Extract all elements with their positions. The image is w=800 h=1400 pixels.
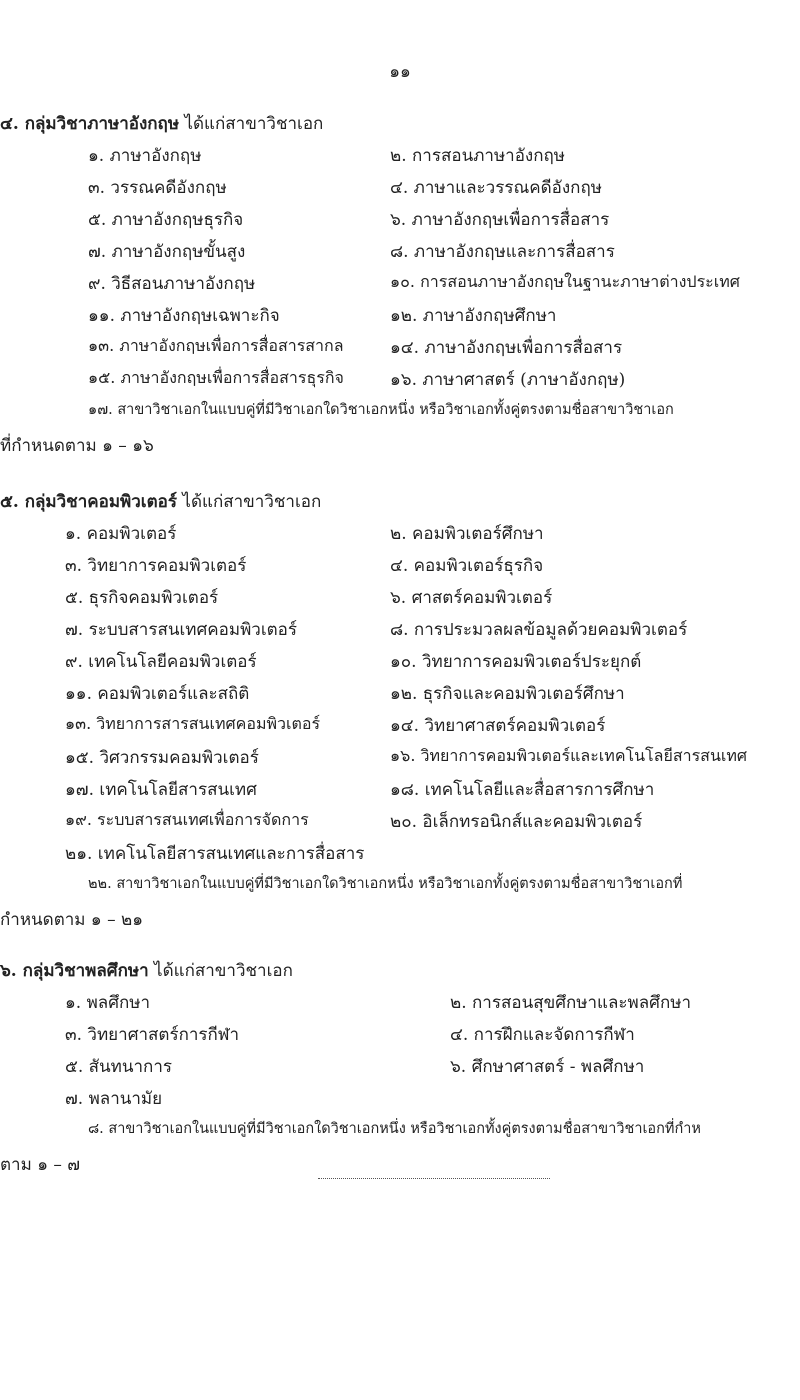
computer-item: ๖. ศาสตร์คอมพิวเตอร์ (390, 588, 553, 608)
pe-item: ๒. การสอนสุขศึกษาและพลศึกษา (450, 993, 691, 1013)
english-item: ๑๐. การสอนภาษาอังกฤษในฐานะภาษาต่างประเทศ (390, 272, 740, 291)
section-heading-physical-education (0, 957, 293, 984)
section-heading-english-suffix: ได้แก่สาขาวิชาเอก (184, 114, 324, 134)
english-item: ๑๕. ภาษาอังกฤษเพื่อการสื่อสารธุรกิจ (88, 368, 344, 387)
english-item: ๒. การสอนภาษาอังกฤษ (390, 146, 565, 166)
english-item: ๓. วรรณคดีอังกฤษ (88, 178, 227, 198)
computer-item: ๑๑. คอมพิวเตอร์และสถิติ (65, 684, 250, 704)
computer-item: ๑๘. เทคโนโลยีและสื่อสารการศึกษา (390, 780, 655, 800)
computer-item: ๑๐. วิทยาการคอมพิวเตอร์ประยุกต์ (390, 652, 642, 672)
pe-item: ๓. วิทยาศาสตร์การกีฬา (65, 1025, 240, 1045)
computer-item: ๑๒. ธุรกิจและคอมพิวเตอร์ศึกษา (390, 684, 625, 704)
computer-item: ๒๐. อิเล็กทรอนิกส์และคอมพิวเตอร์ (390, 812, 643, 832)
computer-item: ๑๗. เทคโนโลยีสารสนเทศ (65, 780, 257, 800)
computer-combined-major-line1: ๒๒. สาขาวิชาเอกในแบบคู่ที่มีวิชาเอกใดวิชาเอกหนึ่ง หรือวิชาเอกทั้งคู่ตรงตามชื่อสาขาวิชาเอกที่ (88, 876, 683, 892)
section-heading-physical-education-suffix: ได้แก่สาขาวิชาเอก (154, 961, 293, 981)
section-heading-english-title: ๔. กลุ่มวิชาภาษาอังกฤษ (0, 114, 180, 134)
computer-item: ๒๑. เทคโนโลยีสารสนเทศและการสื่อสาร (65, 844, 365, 864)
english-combined-major-line2: ที่กำหนดตาม ๑ – ๑๖ (0, 436, 154, 456)
computer-item: ๙. เทคโนโลยีคอมพิวเตอร์ (65, 652, 257, 672)
page-number: ๑๑ (389, 62, 411, 82)
english-item: ๖. ภาษาอังกฤษเพื่อการสื่อสาร (390, 210, 610, 230)
section-heading-computer (0, 488, 321, 515)
english-item: ๘. ภาษาอังกฤษและการสื่อสาร (390, 242, 615, 262)
computer-item: ๓. วิทยาการคอมพิวเตอร์ (65, 556, 247, 576)
pe-combined-major-line1: ๘. สาขาวิชาเอกในแบบคู่ที่มีวิชาเอกใดวิชาเอกหนึ่ง หรือวิชาเอกทั้งคู่ตรงตามชื่อสาขาวิชาเอกที่กำห (88, 1121, 701, 1137)
english-item: ๑๖. ภาษาศาสตร์ (ภาษาอังกฤษ) (390, 370, 626, 390)
computer-item: ๗. ระบบสารสนเทศคอมพิวเตอร์ (65, 620, 298, 640)
computer-combined-major-line2: กำหนดตาม ๑ – ๒๑ (0, 910, 143, 930)
computer-item: ๑๙. ระบบสารสนเทศเพื่อการจัดการ (65, 810, 309, 829)
pe-item: ๖. ศึกษาศาสตร์ - พลศึกษา (450, 1057, 645, 1077)
computer-item: ๑๔. วิทยาศาสตร์คอมพิวเตอร์ (390, 716, 606, 736)
computer-item: ๕. ธุรกิจคอมพิวเตอร์ (65, 588, 219, 608)
english-item: ๑๔. ภาษาอังกฤษเพื่อการสื่อสาร (390, 338, 623, 358)
computer-item: ๔. คอมพิวเตอร์ธุรกิจ (390, 556, 544, 576)
computer-item: ๑๓. วิทยาการสารสนเทศคอมพิวเตอร์ (65, 714, 321, 733)
computer-item: ๑๕. วิศวกรรมคอมพิวเตอร์ (65, 748, 259, 768)
computer-item: ๑๖. วิทยาการคอมพิวเตอร์และเทคโนโลยีสารสนเทศ (390, 746, 748, 765)
english-item: ๔. ภาษาและวรรณคดีอังกฤษ (390, 178, 602, 198)
pe-item: ๕. สันทนาการ (65, 1057, 173, 1077)
english-item: ๑๓. ภาษาอังกฤษเพื่อการสื่อสารสากล (88, 336, 344, 355)
pe-item: ๗. พลานามัย (65, 1089, 163, 1109)
section-heading-physical-education-title: ๖. กลุ่มวิชาพลศึกษา (0, 961, 149, 981)
section-heading-computer-suffix: ได้แก่สาขาวิชาเอก (182, 492, 322, 512)
section-heading-english (0, 110, 323, 137)
english-item: ๕. ภาษาอังกฤษธุรกิจ (88, 210, 244, 230)
english-item: ๗. ภาษาอังกฤษขั้นสูง (88, 242, 246, 262)
english-item: ๙. วิธีสอนภาษาอังกฤษ (88, 274, 256, 294)
computer-item: ๑. คอมพิวเตอร์ (65, 524, 177, 544)
pe-item: ๔. การฝึกและจัดการกีฬา (450, 1025, 635, 1045)
pe-item: ๑. พลศึกษา (65, 993, 151, 1013)
pe-combined-major-line2: ตาม ๑ – ๗ (0, 1155, 81, 1175)
computer-item: ๒. คอมพิวเตอร์ศึกษา (390, 524, 544, 544)
section-heading-computer-title: ๕. กลุ่มวิชาคอมพิวเตอร์ (0, 492, 177, 512)
english-item: ๑๑. ภาษาอังกฤษเฉพาะกิจ (88, 306, 280, 326)
english-item: ๑. ภาษาอังกฤษ (88, 146, 202, 166)
dotted-separator (318, 1178, 550, 1179)
english-item: ๑๒. ภาษาอังกฤษศึกษา (390, 306, 557, 326)
computer-item: ๘. การประมวลผลข้อมูลด้วยคอมพิวเตอร์ (390, 620, 688, 640)
english-combined-major-line1: ๑๗. สาขาวิชาเอกในแบบคู่ที่มีวิชาเอกใดวิชาเอกหนึ่ง หรือวิชาเอกทั้งคู่ตรงตามชื่อสาขาวิชาเอก (88, 402, 674, 418)
